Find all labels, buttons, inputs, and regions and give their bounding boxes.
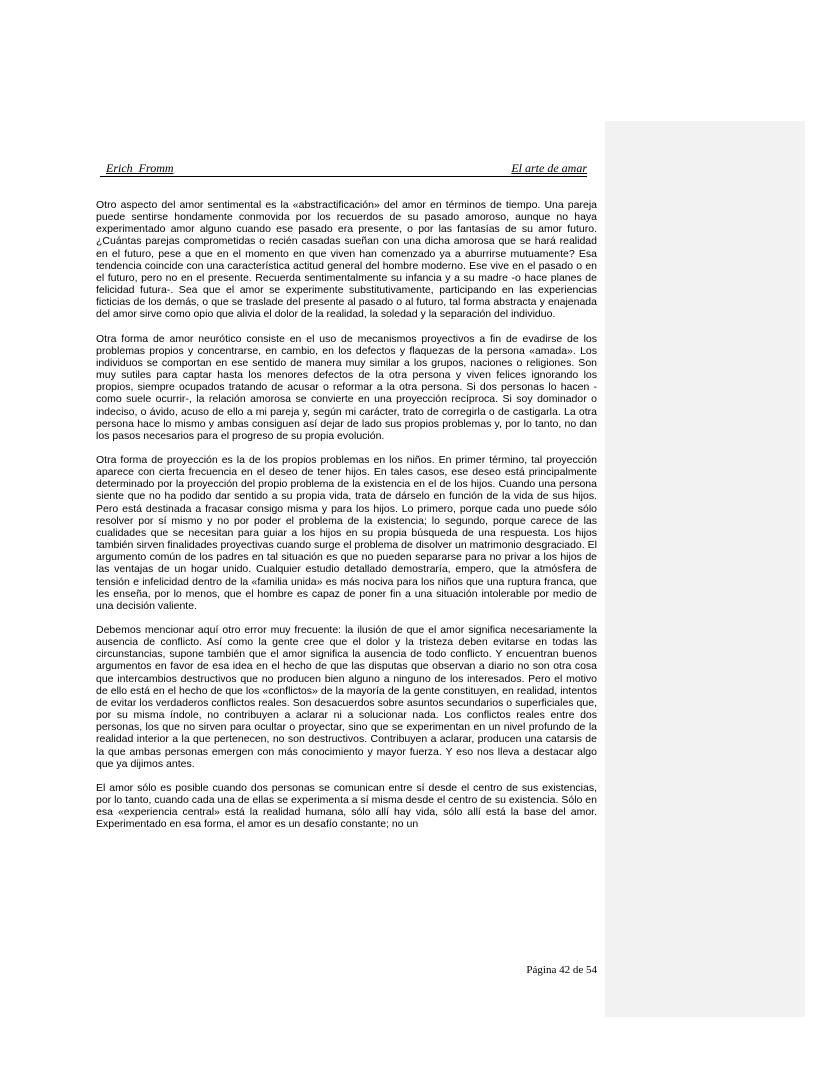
page-number: Página 42 de 54 xyxy=(526,964,597,976)
paragraph-5: El amor sólo es posible cuando dos personas se comunican entre sí desde el centro de sus existencias, por lo tanto, cuando cada una de ellas se experimenta a sí misma desde el centro de su existencia. Sólo en esa «experiencia central» está la realidad humana, sólo allí hay vida, sólo allí está la base del amor. Experimentado en esa forma, el amor es un desafío constante; no un xyxy=(96,781,597,831)
header-author: Erich Fromm xyxy=(106,161,174,175)
paragraph-1: Otro aspecto del amor sentimental es la «abstractificación» del amor en términos de tiempo. Una pareja puede sentirse hondamente conmovida por los recuerdos de su pasado amoroso, aunque no haya experimentado amor alguno cuando ese pasado era presente, o por las fantasías de su amor futuro. ¿Cuántas parejas comprometidas o recién casadas sueñan con una dicha amorosa que se hará realidad en el futuro, pese a que en el momento en que viven han comenzado ya a aburrirse mutuamente? Esa tendencia coincide con una característica actitud general del hombre moderno. Ese vive en el pasado o en el futuro, pero no en el presente. Recuerda sentimentalmente su infancia y a su madre -o hace planes de felicidad futura-. Sea que el amor se experimente substitutivamente, participando en las experiencias ficticias de los demás, o que se traslade del presente al pasado o al futuro, tal forma abstracta y enajenada del amor sirve como opio que alivia el dolor de la realidad, la soledad y la separación del individuo. xyxy=(96,199,597,321)
header-book-title: El arte de amar xyxy=(511,161,587,175)
paragraph-3: Otra forma de proyección es la de los propios problemas en los niños. En primer término, tal proyección aparece con cierta frecuencia en el deseo de tener hijos. En tales casos, ese deseo está principalmente determinado por la proyección del propio problema de la existencia en el de los hijos. Cuando una persona siente que no ha podido dar sentido a su propia vida, trata de dárselo en función de la vida de sus hijos. Pero está destinada a fracasar consigo misma y para los hijos. Lo primero, porque cada uno puede sólo resolver por sí mismo y no por poder el problema de la existencia; lo segundo, porque carece de las cualidades que se necesitan para guiar a los hijos en su propia búsqueda de una respuesta. Los hijos también sirven finalidades proyectivas cuando surge el problema de disolver un matrimonio desgraciado. El argumento común de los padres en tal situación es que no pueden separarse para no privar a los hijos de las ventajas de un hogar unido. Cualquier estudio detallado demostraría, empero, que la atmósfera de tensión e infelicidad dentro de la «familia unida» es más nociva para los niños que una ruptura franca, que les enseña, por lo menos, que el hombre es capaz de poner fin a una situación intolerable por medio de una decisión valiente. xyxy=(96,453,597,612)
comment-pane xyxy=(605,121,805,1017)
page-header xyxy=(100,160,587,177)
paragraph-4: Debemos mencionar aquí otro error muy frecuente: la ilusión de que el amor significa necesariamente la ausencia de conflicto. Así como la gente cree que el dolor y la tristeza deben evitarse en todas las circunstancias, supone también que el amor significa la ausencia de todo conflicto. Y encuentran buenos argumentos en favor de esa idea en el hecho de que las disputas que observan a diario no son otra cosa que intercambios destructivos que no producen bien alguno a ninguno de los interesados. Pero el motivo de ello está en el hecho de que los «conflictos» de la mayoría de la gente constituyen, en realidad, intentos de evitar los verdaderos conflictos reales. Son desacuerdos sobre asuntos secundarios o superficiales que, por su misma índole, no contribuyen a aclarar ni a solucionar nada. Los conflictos reales entre dos personas, los que no sirven para ocultar o proyectar, sino que se experimentan en un nivel profundo de la realidad interior a la que pertenecen, no son destructivos. Contribuyen a aclarar, producen una catarsis de la que ambas personas emergen con más conocimiento y mayor fuerza. Y eso nos lleva a destacar algo que ya dijimos antes. xyxy=(96,624,597,770)
paragraph-2: Otra forma de amor neurótico consiste en el uso de mecanismos proyectivos a fin de evadirse de los problemas propios y concentrarse, en cambio, en los defectos y flaquezas de la persona «amada». Los individuos se comportan en ese sentido de manera muy similar a los grupos, naciones o religiones. Son muy sutiles para captar hasta los menores defectos de la otra persona y viven felices ignorando los propios, siempre ocupados tratando de acusar o reformar a la otra persona. Si dos personas lo hacen -como suele ocurrir-, la relación amorosa se convierte en una proyección recíproca. Si soy dominador o indeciso, o ávido, acuso de ello a mi pareja y, según mi carácter, trato de corregirla o de castigarla. La otra persona hace lo mismo y ambas consiguen así dejar de lado sus propios problemas y, por lo tanto, no dan los pasos necesarios para el progreso de su propia evolución. xyxy=(96,332,597,442)
document-body xyxy=(96,199,597,843)
